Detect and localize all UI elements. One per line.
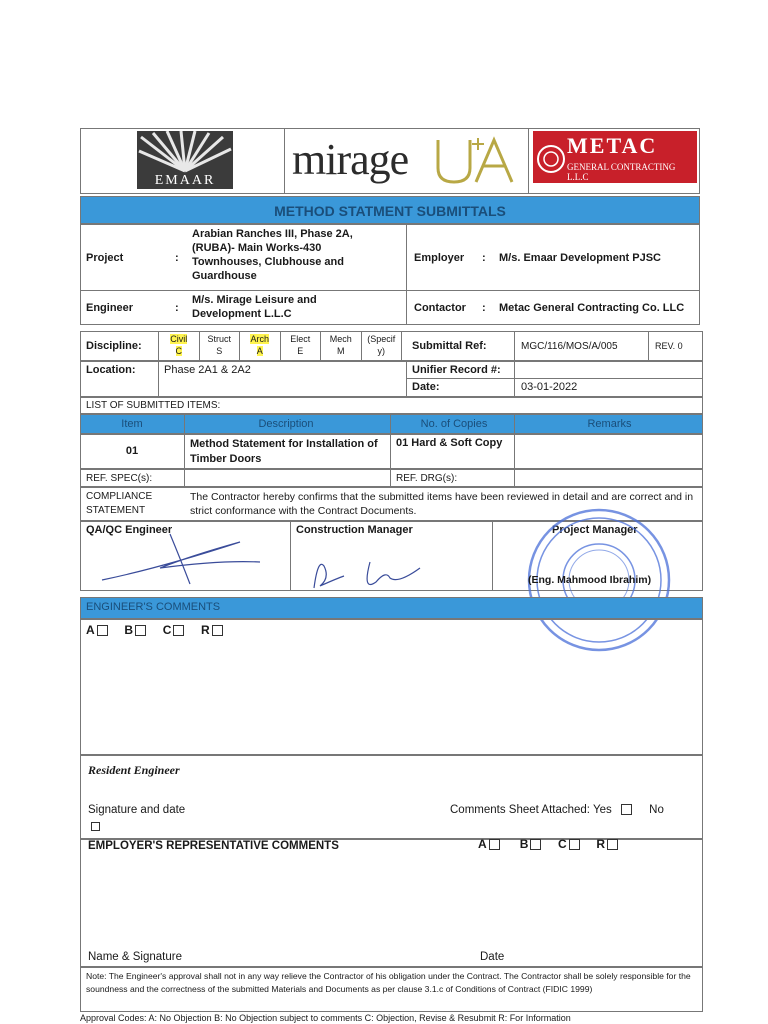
- engineer-label: Engineer: [86, 302, 134, 314]
- checkbox-b[interactable]: [530, 839, 541, 850]
- compliance-label: [86, 490, 152, 518]
- divider: [514, 414, 515, 469]
- ref-drg-label: REF. DRG(s):: [396, 473, 458, 484]
- items-header-remarks: Remarks: [587, 418, 632, 430]
- engineer-value: M/s. Mirage Leisure and Development L.L.C: [192, 294, 317, 320]
- location-value: Phase 2A1 & 2A2: [164, 364, 251, 376]
- location-label: Location:: [86, 364, 136, 376]
- discipline-code: y): [377, 346, 385, 356]
- signature-date-label: Signature and date: [88, 804, 186, 816]
- submittal-ref-value: MGC/116/MOS/A/005: [521, 341, 618, 352]
- signature-checkbox[interactable]: [91, 822, 100, 831]
- divider: [528, 128, 529, 194]
- checkbox-yes[interactable]: [621, 804, 632, 815]
- divider: [514, 469, 515, 487]
- divider: [80, 290, 700, 291]
- emaar-logo: [137, 131, 233, 189]
- discipline-code: M: [337, 346, 345, 356]
- sunburst-icon: [137, 131, 233, 173]
- discipline-code: S: [216, 346, 223, 356]
- divider: [290, 521, 291, 591]
- items-label: LIST OF SUBMITTED ITEMS:: [86, 400, 221, 411]
- discipline-label: Discipline:: [86, 340, 142, 352]
- contractor-label: Contactor: [414, 302, 466, 314]
- divider: [390, 469, 391, 487]
- compliance-label-line2: STATEMENT: [86, 505, 146, 516]
- discipline-cell-specify[interactable]: [361, 331, 403, 361]
- items-header-item: Item: [121, 418, 143, 430]
- name-signature-label: Name & Signature: [88, 951, 182, 963]
- comments-attached-yes: Comments Sheet Attached: Yes: [450, 804, 612, 816]
- items-header-description: Description: [258, 418, 314, 430]
- resident-engineer-label: Resident Engineer: [88, 763, 180, 777]
- divider: [406, 224, 407, 325]
- approval-codes-legend: Approval Codes: A: No Objection B: No Objection subject to comments C: Objection, Revise & Resubmit R: For Information: [80, 1013, 571, 1023]
- code-c: C: [558, 838, 567, 850]
- code-r: R: [201, 623, 210, 637]
- engineers-comments-box: [80, 619, 703, 755]
- employer-value: M/s. Emaar Development PJSC: [499, 252, 662, 264]
- code-b: B: [124, 623, 134, 637]
- project-manager-label: Project Manager: [552, 524, 638, 536]
- date-field-label: Date: [480, 951, 505, 963]
- project-label: Project: [86, 252, 124, 264]
- engineers-comments-title: ENGINEER'S COMMENTS: [86, 601, 221, 613]
- divider: [406, 378, 703, 379]
- items-header-copies: No. of Copies: [420, 418, 488, 430]
- discipline-cell-civil[interactable]: [158, 331, 199, 361]
- checkbox-r[interactable]: [607, 839, 618, 850]
- discipline-name: Civil: [170, 334, 188, 344]
- cm-signature: [310, 548, 450, 598]
- code-b: B: [519, 838, 529, 850]
- compliance-label-line1: COMPLIANCE: [86, 491, 153, 502]
- mirage-logo: mirage: [292, 135, 409, 184]
- metac-logo: [533, 131, 697, 183]
- code-r: R: [596, 838, 606, 850]
- discipline-name: Struct: [207, 334, 231, 344]
- comments-attached-no: No: [649, 804, 664, 816]
- project-colon: :: [175, 252, 179, 264]
- employer-comments-title: EMPLOYER'S REPRESENTATIVE COMMENTS: [88, 840, 339, 850]
- project-manager-name: (Eng. Mahmood Ibrahim): [528, 574, 652, 586]
- divider: [390, 414, 391, 469]
- employer-approval-codes: [478, 838, 618, 850]
- employer-comments-box: [80, 839, 703, 967]
- construction-manager-label: Construction Manager: [296, 524, 413, 536]
- divider: [406, 361, 407, 397]
- discipline-name: Arch: [250, 334, 269, 344]
- checkbox-a[interactable]: [489, 839, 500, 850]
- discipline-name: Mech: [329, 334, 352, 344]
- code-c: C: [162, 623, 172, 637]
- item-copies: 01 Hard & Soft Copy: [396, 437, 503, 449]
- divider: [492, 521, 493, 591]
- engineer-approval-codes: [86, 624, 223, 637]
- divider: [514, 331, 515, 361]
- submittal-ref-label: Submittal Ref:: [412, 340, 487, 352]
- employer-label: Employer: [414, 252, 465, 264]
- qa-signature: [100, 528, 280, 588]
- metac-emblem-icon: [536, 144, 566, 174]
- checkbox-b[interactable]: [135, 625, 146, 636]
- item-number: 01: [125, 445, 139, 457]
- engineer-colon: :: [175, 302, 179, 314]
- discipline-name: Elect: [290, 334, 311, 344]
- item-description: Method Statement for Installation of Timber Doors: [190, 438, 378, 465]
- employer-colon: :: [482, 252, 486, 264]
- date-value: 03-01-2022: [521, 381, 578, 393]
- unifier-label: Unifier Record #:: [412, 364, 501, 376]
- discipline-code: E: [297, 346, 304, 356]
- divider: [158, 361, 159, 397]
- date-label: Date:: [412, 381, 440, 393]
- divider: [648, 331, 649, 361]
- discipline-cell-mech[interactable]: [320, 331, 361, 361]
- discipline-cell-arch[interactable]: [239, 331, 280, 361]
- project-value: Arabian Ranches III, Phase 2A, (RUBA)- Main Works-430 Townhouses, Clubhouse and Guardhouse: [192, 228, 353, 282]
- discipline-code: C: [175, 346, 182, 356]
- metac-subtext: GENERAL CONTRACTING L.L.C: [567, 162, 676, 182]
- divider: [184, 414, 185, 469]
- discipline-cell-struct[interactable]: [199, 331, 240, 361]
- code-a: A: [86, 623, 95, 637]
- discipline-cells: [158, 331, 402, 361]
- ref-row: [80, 469, 703, 487]
- checkbox-c[interactable]: [173, 625, 184, 636]
- divider: [514, 361, 515, 397]
- comments-attached-label: [450, 804, 664, 817]
- ref-spec-label: REF. SPEC(s):: [86, 473, 153, 484]
- metac-text: METAC: [567, 133, 658, 158]
- contractor-colon: :: [482, 302, 486, 314]
- qa-engineer-label: QA/QC Engineer: [86, 524, 173, 536]
- ua-logo: [432, 134, 518, 186]
- contractor-value: Metac General Contracting Co. LLC: [499, 302, 685, 314]
- emaar-text: EMAAR: [154, 173, 216, 188]
- checkbox-r[interactable]: [212, 625, 223, 636]
- compliance-text: The Contractor hereby confirms that the submitted items have been reviewed in detail and are correct and in strict conformance with the Contract Documents.: [190, 491, 694, 517]
- note-text: Note: The Engineer's approval shall not in any way relieve the Contractor of his obligation under the Contract. The Contractor shall be solely responsible for the soundness and the correctness of the submitted Materials and Documents as per clause 3.1.c of Conditions of Contract (FIDIC 1999): [86, 971, 691, 994]
- discipline-code: A: [256, 346, 263, 356]
- code-a: A: [478, 838, 487, 850]
- checkbox-c[interactable]: [569, 839, 580, 850]
- divider: [284, 128, 285, 194]
- discipline-cell-elect[interactable]: [280, 331, 321, 361]
- discipline-name: (Specif: [367, 334, 396, 344]
- divider: [184, 469, 185, 487]
- checkbox-a[interactable]: [97, 625, 108, 636]
- form-title: METHOD STATMENT SUBMITTALS: [80, 196, 700, 224]
- revision: REV. 0: [655, 341, 683, 351]
